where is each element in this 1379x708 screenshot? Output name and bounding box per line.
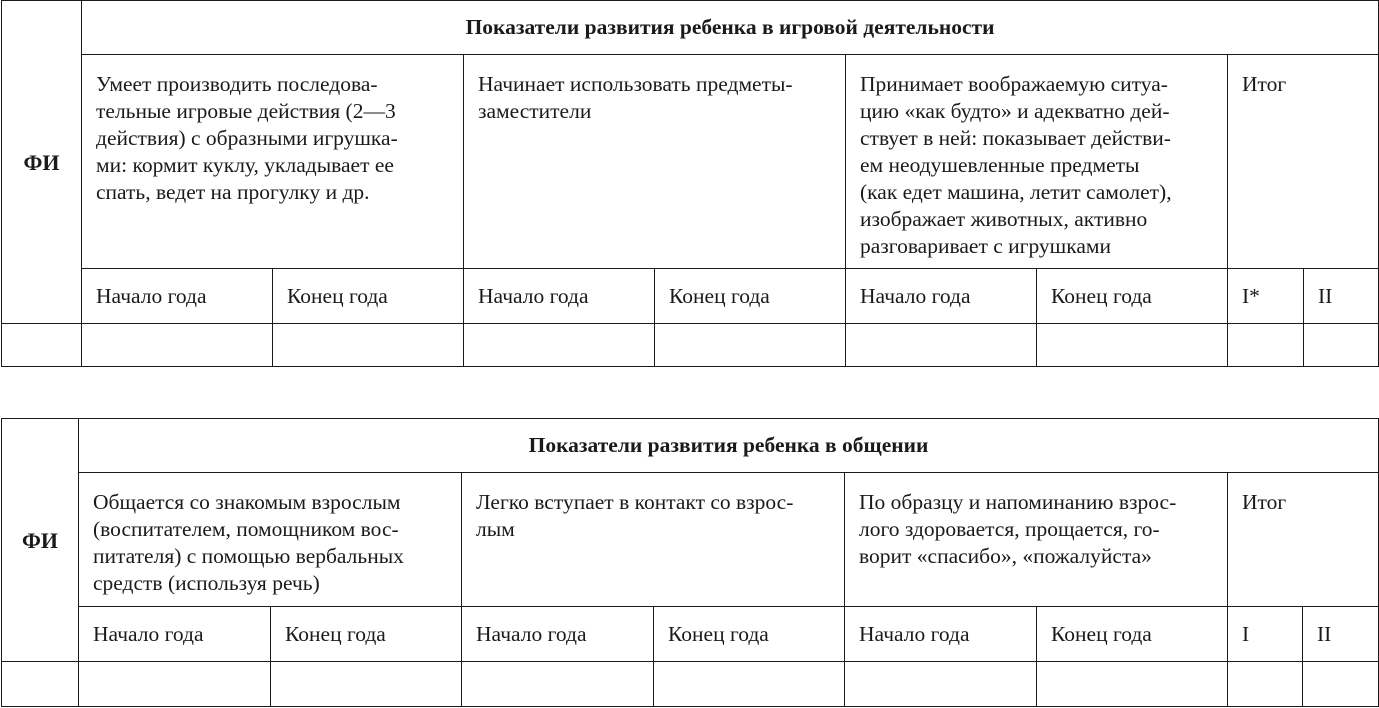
cell[interactable] (846, 324, 1037, 367)
criterion-3-text: По образцу и напоминанию взрос- лого здоровается, прощается, го- ворит «спасибо», «пожалуйста» (859, 490, 1177, 568)
end-of-year-2: Конец года (654, 607, 845, 662)
criterion-3 (846, 55, 1228, 269)
criterion-2 (462, 473, 845, 607)
start-of-year-3: Начало года (845, 607, 1037, 662)
start-of-year-2: Начало года (462, 607, 654, 662)
cell[interactable] (845, 662, 1037, 707)
table-title: Показатели развития ребенка в игровой деятельности (82, 1, 1379, 55)
end-of-year-1: Конец года (273, 269, 464, 324)
fi-header: ФИ (2, 1, 82, 324)
table-title: Показатели развития ребенка в общении (79, 419, 1379, 473)
criterion-2-text: Начинает использовать предметы- заместители (478, 72, 793, 123)
total-header: Итог (1228, 55, 1379, 269)
criterion-1 (82, 55, 464, 269)
criterion-2 (464, 55, 846, 269)
criterion-1 (79, 473, 462, 607)
cell[interactable] (1228, 662, 1303, 707)
start-of-year-1: Начало года (82, 269, 273, 324)
total-period-1: I* (1228, 269, 1304, 324)
cell-fi[interactable] (2, 662, 79, 707)
cell[interactable] (1037, 662, 1228, 707)
criterion-2-text: Легко вступает в контакт со взрос- лым (476, 490, 794, 541)
start-of-year-1: Начало года (79, 607, 271, 662)
criterion-1-text: Общается со знакомым взрослым (воспитателем, помощником вос- питателя) с помощью вербальных средств (используя речь) (93, 490, 404, 595)
cell[interactable] (1228, 324, 1304, 367)
communication-table (1, 418, 1379, 707)
cell[interactable] (1304, 324, 1379, 367)
end-of-year-1: Конец года (271, 607, 462, 662)
table-row (2, 324, 1379, 367)
cell[interactable] (271, 662, 462, 707)
total-period-2: II (1304, 269, 1379, 324)
start-of-year-2: Начало года (464, 269, 655, 324)
cell[interactable] (655, 324, 846, 367)
end-of-year-2: Конец года (655, 269, 846, 324)
cell[interactable] (1037, 324, 1228, 367)
cell[interactable] (79, 662, 271, 707)
cell[interactable] (464, 324, 655, 367)
cell[interactable] (273, 324, 464, 367)
total-period-1: I (1228, 607, 1303, 662)
cell[interactable] (1303, 662, 1379, 707)
cell[interactable] (462, 662, 654, 707)
total-header: Итог (1228, 473, 1379, 607)
cell[interactable] (82, 324, 273, 367)
criterion-1-text: Умеет производить последова- тельные игровые действия (2—3 действия) с образными игрушка- ми: кормит куклу, укладывает ее спать, ведет на прогулку и др. (96, 72, 398, 204)
end-of-year-3: Конец года (1037, 607, 1228, 662)
end-of-year-3: Конец года (1037, 269, 1228, 324)
fi-header: ФИ (2, 419, 79, 662)
start-of-year-3: Начало года (846, 269, 1037, 324)
table-row (2, 662, 1379, 707)
criterion-3 (845, 473, 1228, 607)
criterion-3-text: Принимает воображаемую ситуа- цию «как будто» и адекватно дей- ствует в ней: показывает действи- ем неодушевленные предметы (как едет машина, летит самолет), изображает животных, активно разговаривает с игрушками (860, 72, 1172, 258)
cell[interactable] (654, 662, 845, 707)
play-activity-table (1, 0, 1379, 367)
total-period-2: II (1303, 607, 1379, 662)
cell-fi[interactable] (2, 324, 82, 367)
